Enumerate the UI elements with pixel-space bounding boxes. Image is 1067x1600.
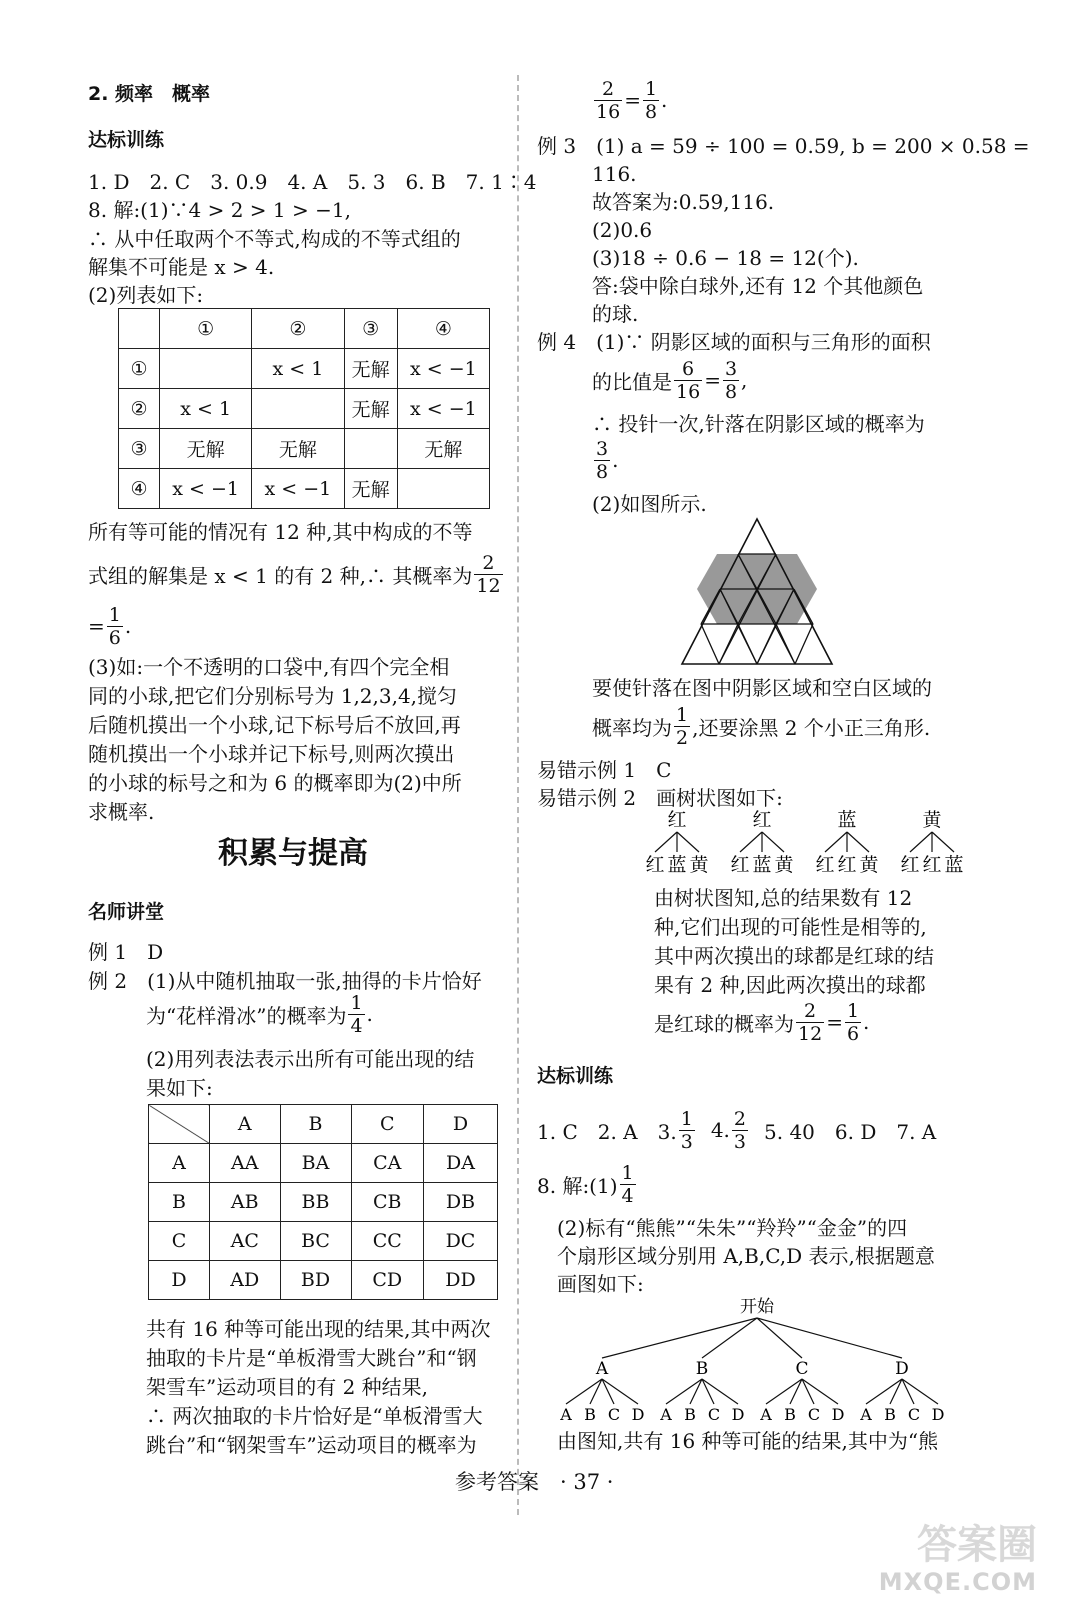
fraction-num: 1 <box>350 991 363 1014</box>
period: . <box>863 1010 870 1034</box>
tree-branch <box>602 1318 757 1358</box>
fraction-den: 2 <box>676 726 689 749</box>
fraction-den: 8 <box>596 460 609 483</box>
table-cell: 无解 <box>344 349 397 389</box>
period: . <box>366 1002 373 1026</box>
tree-level2-node: B <box>584 1405 596 1424</box>
fraction-num: 1 <box>846 999 860 1022</box>
tree-text-4: 果有 2 种,因此两次摸出的球都 <box>654 973 926 997</box>
fraction <box>594 438 610 483</box>
table-row <box>149 1183 498 1222</box>
example-2-line-2-text: 为“花样滑冰”的概率为 <box>146 1003 347 1028</box>
fraction-num: 1 <box>108 603 121 626</box>
fraction <box>643 78 659 123</box>
tree-text-1: 由树状图知,总的结果数有 12 <box>654 886 913 910</box>
tree-text-3: 其中两次摸出的球都是红球的结 <box>654 944 934 968</box>
example-2-line-4: 果如下: <box>146 1076 213 1100</box>
tree-level2-node: D <box>831 1405 845 1424</box>
example-4-line-7 <box>592 700 930 752</box>
example-2-line-1: 例 2 (1)从中随机抽取一张,抽得的卡片恰好 <box>88 969 482 993</box>
tree-leaf-node: 蓝 <box>667 854 687 876</box>
fraction <box>723 358 739 403</box>
common-mistake-1: 易错示例 1 C <box>537 758 672 782</box>
table-cell: ④ <box>119 469 160 509</box>
table-cell <box>344 429 397 469</box>
fraction-den: 4 <box>621 1184 634 1207</box>
table-header-cell: ③ <box>344 309 397 349</box>
table-cell: x < −1 <box>252 469 344 509</box>
example-2-line-3: (2)用列表法表示出所有可能出现的结 <box>146 1047 475 1071</box>
table-cell: BC <box>280 1222 351 1261</box>
example-4-line-3: ∴ 投针一次,针落在阴影区域的概率为 <box>592 412 925 436</box>
tree-level2-node: C <box>607 1405 621 1424</box>
table-row <box>149 1222 498 1261</box>
para-line-7: 随机摸出一个小球并记下标号,则两次摸出 <box>88 742 455 766</box>
heading-dabiao-1: 达标训练 <box>88 129 165 151</box>
column-divider <box>517 75 519 1515</box>
example-3-line-6: 答:袋中除白球外,还有 12 个其他颜色 <box>592 274 924 298</box>
fraction <box>674 358 702 403</box>
tree-level2-node: A <box>560 1405 572 1424</box>
equals: = <box>704 368 721 392</box>
table-header-cell: B <box>280 1105 351 1144</box>
tree-branch <box>825 832 847 852</box>
fraction <box>474 552 502 597</box>
fraction-num: 1 <box>676 703 689 726</box>
tree-leaf-node: 红 <box>730 854 750 876</box>
tree-leaf-node: 红 <box>900 854 920 876</box>
table-cell <box>252 389 344 429</box>
table-row <box>119 429 490 469</box>
page-footer: 参考答案 · 37 · <box>455 1470 614 1494</box>
example-4-line-5: (2)如图所示. <box>592 492 707 516</box>
tree-leaf-node: 红 <box>837 854 857 876</box>
fraction-den: 3 <box>680 1130 693 1153</box>
table-cell: DD <box>423 1261 497 1300</box>
tree-branch <box>740 832 762 852</box>
fraction <box>107 604 123 649</box>
answers-line-2 <box>537 1104 936 1156</box>
example-4-line-2 <box>592 354 747 406</box>
example-1: 例 1 D <box>88 940 164 964</box>
example-4-line-2-text: 的比值是 <box>592 369 672 394</box>
ex2-para-3: 架雪车”运动项目的有 2 种结果, <box>146 1375 429 1399</box>
example-3-line-4: (2)0.6 <box>592 218 653 242</box>
tree-branch <box>910 832 932 852</box>
fraction-den: 12 <box>798 1022 823 1045</box>
table-cell: BB <box>280 1183 351 1222</box>
fraction <box>594 78 622 123</box>
tree-leaf-node: 红 <box>922 854 942 876</box>
fraction-num: 3 <box>596 437 609 460</box>
fraction <box>796 1000 824 1045</box>
tree-leaf-node: 红 <box>645 854 665 876</box>
fraction-den: 8 <box>644 100 658 123</box>
fraction-num: 2 <box>594 78 622 101</box>
table-cell: AC <box>210 1222 281 1261</box>
example-3-line-2: 116. <box>592 162 637 186</box>
table-cell: 无解 <box>344 389 397 429</box>
table-cell: DA <box>423 1144 497 1183</box>
table-header-row <box>149 1105 498 1144</box>
tree-level2-node: D <box>931 1405 945 1424</box>
tree-level2-node: C <box>907 1405 921 1424</box>
ex2-para-1: 共有 16 种等可能出现的结果,其中两次 <box>146 1317 491 1341</box>
table-corner-cell <box>119 309 160 349</box>
para-line-4: (3)如:一个不透明的口袋中,有四个完全相 <box>88 655 450 679</box>
fraction <box>674 704 690 749</box>
table-row <box>119 389 490 429</box>
equals: = <box>624 88 641 112</box>
equals: = <box>88 614 105 638</box>
tree-diagram-sectors <box>557 1296 967 1424</box>
watermark-logo: 答案圈 <box>917 1522 1037 1568</box>
tree-root-node: 红 <box>752 809 772 831</box>
table-cell: DC <box>423 1222 497 1261</box>
comma: , <box>741 368 748 392</box>
table-cell: 无解 <box>160 429 252 469</box>
example-4-line-7-text: 概率均为 <box>592 715 672 740</box>
table-cell: A <box>149 1144 210 1183</box>
q8-line-4: (2)列表如下: <box>88 283 204 307</box>
table-corner-cell <box>149 1105 210 1144</box>
fraction-den: 6 <box>108 626 121 649</box>
example-3-line-1: 例 3 (1) a = 59 ÷ 100 = 0.59, b = 200 × 0.58 = <box>537 134 1030 158</box>
tree-root-node: 红 <box>667 809 687 831</box>
tree-root-node: 黄 <box>922 809 942 831</box>
tree-level2-node: B <box>784 1405 796 1424</box>
table-cell: AB <box>210 1183 281 1222</box>
fraction-den: 12 <box>476 574 501 597</box>
fraction-den: 6 <box>846 1022 860 1045</box>
tree-level1-node: D <box>895 1359 909 1379</box>
fraction-den: 8 <box>724 380 738 403</box>
fraction-num: 1 <box>680 1107 693 1130</box>
table-cell: BD <box>280 1261 351 1300</box>
table-cell: CB <box>351 1183 423 1222</box>
tree-branch <box>655 832 677 852</box>
table-cell: D <box>149 1261 210 1300</box>
tree-leaf-node: 蓝 <box>752 854 772 876</box>
tree-start-node: 开始 <box>740 1297 774 1317</box>
tree-text-5 <box>654 996 869 1048</box>
para-line-3 <box>88 600 131 652</box>
period: . <box>124 614 132 638</box>
tree-level2-node: B <box>684 1405 696 1424</box>
table-header-cell: C <box>351 1105 423 1144</box>
equals: = <box>826 1010 843 1034</box>
tree-branch <box>932 832 954 852</box>
example-2-line-2 <box>146 988 373 1040</box>
tree-level2-node: A <box>660 1405 672 1424</box>
table-header-cell: ① <box>160 309 252 349</box>
q8-line-1: 8. 解:(1)∵4 > 2 > 1 > −1, <box>88 198 351 222</box>
q8-right-last-line: 由图知,共有 16 种等可能的结果,其中为“熊 <box>557 1429 939 1453</box>
tree-leaf-node: 红 <box>815 854 835 876</box>
table-cell: BA <box>280 1144 351 1183</box>
section-title: 积累与提高 <box>218 836 368 871</box>
table-cell: ① <box>119 349 160 389</box>
period: . <box>661 88 668 112</box>
tree-leaf-node: 黄 <box>689 854 709 876</box>
q8-right-label: 8. 解:(1) <box>537 1173 618 1198</box>
period: . <box>612 448 619 472</box>
table-header-row <box>119 309 490 349</box>
table-cell <box>397 469 489 509</box>
example-4-line-4 <box>592 434 618 486</box>
table-row <box>149 1261 498 1300</box>
table-cell: ② <box>119 389 160 429</box>
tree-level2-node: C <box>707 1405 721 1424</box>
q8-line-2: ∴ 从中任取两个不等式,构成的不等式组的 <box>88 227 461 251</box>
tree-branch <box>847 832 869 852</box>
outcome-table <box>148 1104 498 1300</box>
triangle-figure <box>677 514 837 670</box>
table-cell: x < −1 <box>397 389 489 429</box>
fraction <box>732 1108 748 1153</box>
tree-level2-node: B <box>884 1405 896 1424</box>
example-4-line-1: 例 4 (1)∵ 阴影区域的面积与三角形的面积 <box>537 330 931 354</box>
answers-line-2-c: 5. 40 6. D 7. A <box>764 1119 937 1144</box>
tree-root-node: 蓝 <box>837 809 857 831</box>
fraction <box>679 1108 695 1153</box>
watermark-url: MXQE.COM <box>878 1568 1037 1596</box>
table-header-cell: D <box>423 1105 497 1144</box>
tree-level2-node: C <box>807 1405 821 1424</box>
tree-diagram-colors <box>632 808 972 876</box>
fraction-den: 4 <box>350 1014 363 1037</box>
answers-line-1: 1. D 2. C 3. 0.9 4. A 5. 3 6. B 7. 1∶4 <box>88 170 537 194</box>
table-cell: CD <box>351 1261 423 1300</box>
table-header-cell: ② <box>252 309 344 349</box>
example-4-line-7-end: ,还要涂黑 2 个小正三角形. <box>692 715 931 740</box>
example-3-line-5: (3)18 ÷ 0.6 − 18 = 12(个). <box>592 246 859 270</box>
example-3-line-7: 的球. <box>592 302 639 326</box>
tree-leaf-node: 黄 <box>774 854 794 876</box>
q8-right-line-2: (2)标有“熊熊”“朱朱”“羚羚”“金金”的四 <box>557 1216 908 1240</box>
answers-line-2-b: 4. <box>710 1118 730 1142</box>
fraction <box>620 1162 636 1207</box>
tree-level1-node: A <box>595 1359 609 1379</box>
table-cell: x < 1 <box>252 349 344 389</box>
section-subtitle: 2. 频率 概率 <box>88 83 211 105</box>
ex2-para-2: 抽取的卡片是“单板滑雪大跳台”和“钢 <box>146 1346 477 1370</box>
tree-level1-node: C <box>795 1359 809 1379</box>
ex2-para-4: ∴ 两次抽取的卡片恰好是“单板滑雪大 <box>146 1404 483 1428</box>
inequality-table <box>118 308 490 509</box>
q8-right-line-4: 画图如下: <box>557 1272 644 1296</box>
fraction-num: 6 <box>674 358 702 381</box>
table-cell: DB <box>423 1183 497 1222</box>
answers-line-2-a: 1. C 2. A 3. <box>537 1119 677 1144</box>
tree-text-5-text: 是红球的概率为 <box>654 1011 794 1036</box>
example-4-line-6: 要使针落在图中阴影区域和空白区域的 <box>592 676 932 700</box>
tree-leaf-node: 黄 <box>859 854 879 876</box>
heading-mingshi: 名师讲堂 <box>88 901 165 923</box>
para-line-1: 所有等可能的情况有 12 种,其中构成的不等 <box>88 520 473 544</box>
table-cell: 无解 <box>397 429 489 469</box>
table-cell: AA <box>210 1144 281 1183</box>
table-cell: x < −1 <box>160 469 252 509</box>
fraction-num: 1 <box>644 77 658 100</box>
table-cell: AD <box>210 1261 281 1300</box>
tree-level2-node: D <box>631 1405 645 1424</box>
example-3-line-3: 故答案为:0.59,116. <box>592 190 775 214</box>
table-cell: 无解 <box>252 429 344 469</box>
para-line-9: 求概率. <box>88 800 155 824</box>
tree-level1-node: B <box>695 1359 709 1379</box>
fraction-num: 2 <box>796 1000 824 1023</box>
tree-branch <box>677 832 699 852</box>
ex2-para-5: 跳台”和“钢架雪车”运动项目的概率为 <box>146 1433 477 1457</box>
table-cell: 无解 <box>344 469 397 509</box>
para-line-5: 同的小球,把它们分别标号为 1,2,3,4,搅匀 <box>88 684 458 708</box>
para-line-2-text: 式组的解集是 x < 1 的有 2 种,∴ 其概率为 <box>88 563 473 588</box>
fraction <box>348 992 364 1037</box>
tree-branch <box>762 832 784 852</box>
ex2-result <box>592 74 667 126</box>
q8-right-line-1 <box>537 1158 638 1210</box>
fraction-den: 3 <box>733 1130 746 1153</box>
q8-right-line-3: 个扇形区域分别用 A,B,C,D 表示,根据题意 <box>557 1244 935 1268</box>
tree-branch <box>702 1318 757 1358</box>
tree-leaf-node: 蓝 <box>944 854 964 876</box>
table-header-cell: ④ <box>397 309 489 349</box>
tree-level2-node: D <box>731 1405 745 1424</box>
table-cell: C <box>149 1222 210 1261</box>
heading-dabiao-2: 达标训练 <box>537 1065 614 1087</box>
table-cell: ③ <box>119 429 160 469</box>
table-cell: x < −1 <box>397 349 489 389</box>
table-cell <box>160 349 252 389</box>
para-line-6: 后随机摸出一个小球,记下标号后不放回,再 <box>88 713 461 737</box>
table-cell: B <box>149 1183 210 1222</box>
table-header-cell: A <box>210 1105 281 1144</box>
para-line-2 <box>88 548 505 600</box>
common-mistake-2: 易错示例 2 画树状图如下: <box>537 786 783 810</box>
q8-line-3: 解集不可能是 x > 4. <box>88 255 275 279</box>
table-row <box>119 469 490 509</box>
fraction-num: 1 <box>621 1161 634 1184</box>
fraction-num: 2 <box>474 552 502 575</box>
tree-text-2: 种,它们出现的可能性是相等的, <box>654 915 927 939</box>
tree-level2-node: A <box>760 1405 772 1424</box>
para-line-8: 的小球的标号之和为 6 的概率即为(2)中所 <box>88 771 462 795</box>
fraction-den: 16 <box>596 100 621 123</box>
table-cell: CA <box>351 1144 423 1183</box>
table-row <box>119 349 490 389</box>
fraction-den: 16 <box>676 380 701 403</box>
table-cell: CC <box>351 1222 423 1261</box>
table-row <box>149 1144 498 1183</box>
fraction <box>845 1000 861 1045</box>
tree-level2-node: A <box>860 1405 872 1424</box>
fraction-num: 3 <box>724 357 738 380</box>
fraction-num: 2 <box>733 1107 746 1130</box>
table-cell: x < 1 <box>160 389 252 429</box>
